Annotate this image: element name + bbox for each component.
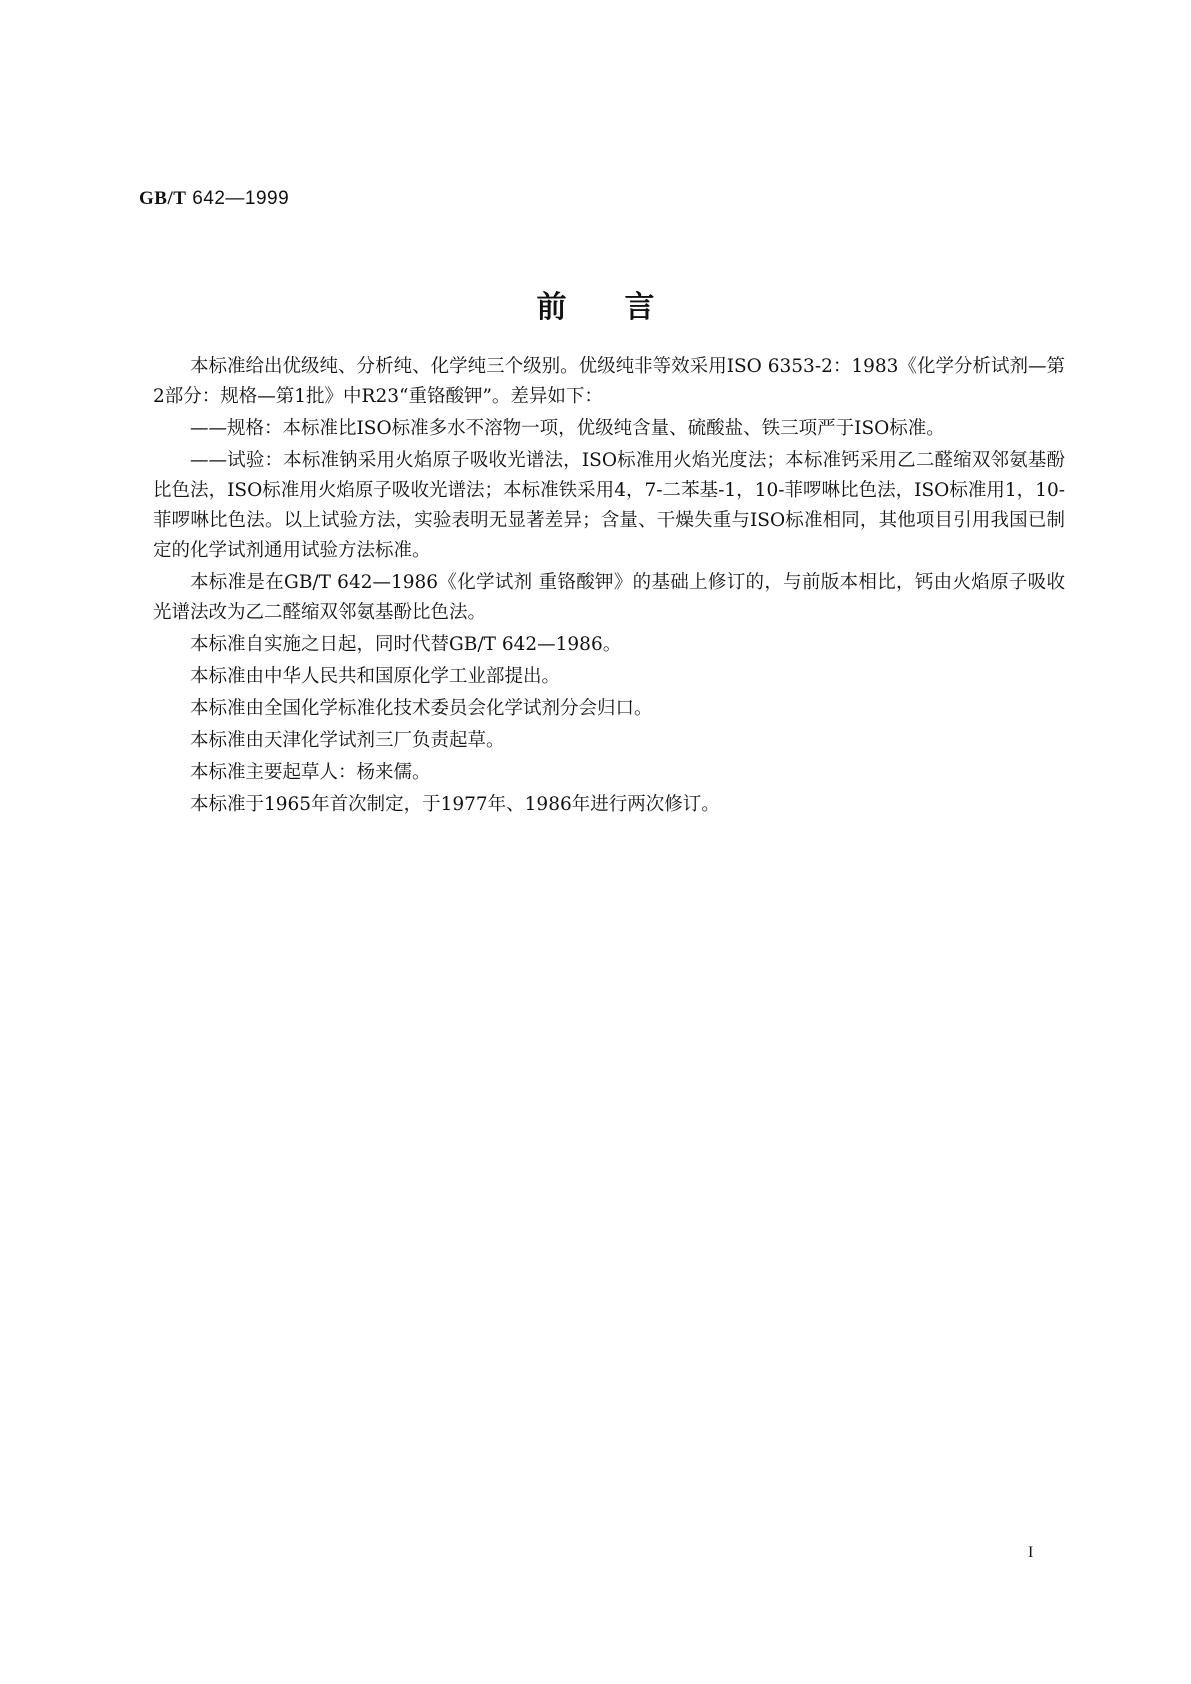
paragraph-drafting-unit: 本标准由天津化学试剂三厂负责起草。 xyxy=(190,730,505,751)
paragraph-drafter: 本标准主要起草人：杨来儒。 xyxy=(190,762,431,783)
standard-code-prefix: GB/T xyxy=(139,188,187,209)
paragraph-replacement: 本标准自实施之日起，同时代替GB/T 642—1986。 xyxy=(190,634,622,655)
standard-code-number: 642—1999 xyxy=(192,188,290,209)
paragraph-committee: 本标准由全国化学标准化技术委员会化学试剂分会归口。 xyxy=(190,698,653,719)
page-number: I xyxy=(1028,1544,1034,1561)
paragraph-proposer: 本标准由中华人民共和国原化学工业部提出。 xyxy=(190,666,561,687)
paragraph-spec-difference: ——规格：本标准比ISO标准多水不溶物一项，优级纯含量、硫酸盐、铁三项严于ISO标准。 xyxy=(190,418,945,439)
paragraph-revision-basis: 本标准是在GB/T 642—1986《化学试剂 重铬酸钾》的基础上修订的，与前版本相比，钙由火焰原子吸收光谱法改为乙二醛缩双邻氨基酚比色法。 xyxy=(153,572,1065,623)
paragraph-test-difference: ——试验：本标准钠采用火焰原子吸收光谱法，ISO标准用火焰光度法；本标准钙采用乙二醛缩双邻氨基酚比色法，ISO标准用火焰原子吸收光谱法；本标准铁采用4，7-二苯基-1，10-菲啰啉比色法，ISO标准用1，10-菲啰啉比色法。以上试验方法，实验表明无显著差异；含量、干燥失重与ISO标准相同，其他项目引用我国已制定的化学试剂通用试验方法标准。 xyxy=(153,450,1065,561)
paragraph-history: 本标准于1965年首次制定，于1977年、1986年进行两次修订。 xyxy=(190,794,720,815)
page-title: 前言 xyxy=(536,290,713,325)
standard-code xyxy=(139,188,289,210)
paragraph-intro: 本标准给出优级纯、分析纯、化学纯三个级别。优级纯非等效采用ISO 6353-2：1983《化学分析试剂—第2部分：规格—第1批》中R23“重铬酸钾”。差异如下： xyxy=(153,356,1065,407)
foreword-body xyxy=(153,352,1065,822)
